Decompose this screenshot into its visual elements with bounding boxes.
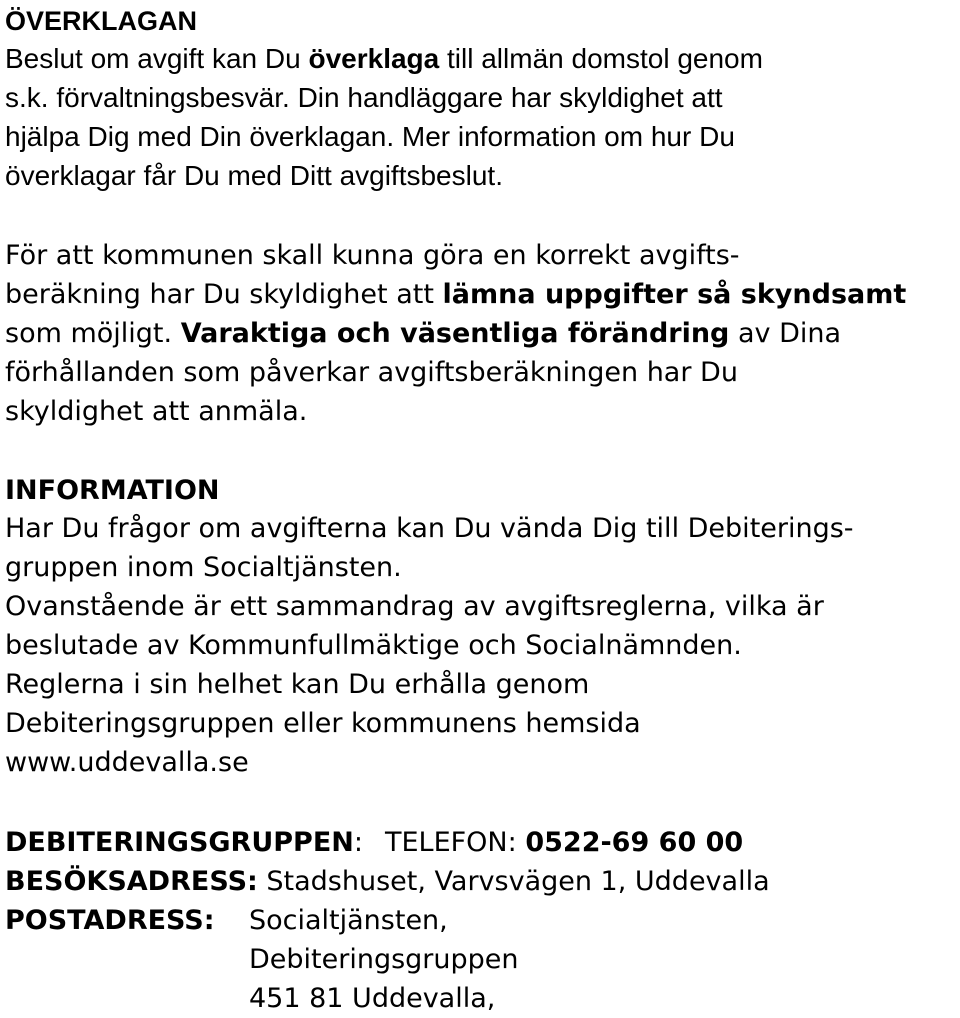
- paragraph-line: Har Du frågor om avgifterna kan Du vända Dig till Debiterings-: [5, 513, 854, 544]
- paragraph-line: gruppen inom Socialtjänsten.: [5, 552, 402, 583]
- post-label: POSTADRESS:: [5, 905, 215, 936]
- paragraph-line: För att kommunen skall kunna göra en korrekt avgifts-: [5, 240, 740, 271]
- post-address-line-2: Debiteringsgruppen: [249, 944, 519, 975]
- paragraph-line: hjälpa Dig med Din överklagan. Mer information om hur Du: [5, 121, 735, 152]
- paragraph-line: Ovanstående är ett sammandrag av avgiftsreglerna, vilka är: [5, 591, 824, 622]
- paragraph-line: Reglerna i sin helhet kan Du erhålla genom: [5, 669, 590, 700]
- visit-value: Stadshuset, Varvsvägen 1, Uddevalla: [257, 866, 770, 897]
- website-link[interactable]: www.uddevalla.se: [5, 747, 249, 778]
- post-address-line-1: Socialtjänsten,: [249, 905, 448, 936]
- paragraph-line: Beslut om avgift kan Du överklaga till allmän domstol genom: [5, 43, 763, 74]
- visit-label: BESÖKSADRESS:: [5, 866, 258, 897]
- paragraph-line: överklagar får Du med Ditt avgiftsbeslut.: [5, 160, 503, 191]
- contact-visit-line: [5, 863, 770, 901]
- contact-post-line: [5, 902, 448, 940]
- phone-label: TELEFON:: [385, 827, 526, 858]
- paragraph-line: förhållanden som påverkar avgiftsberäkningen har Du: [5, 357, 738, 388]
- paragraph-line: beräkning har Du skyldighet att lämna uppgifter så skyndsamt: [5, 279, 907, 310]
- paragraph-line: s.k. förvaltningsbesvär. Din handläggare har skyldighet att: [5, 82, 723, 113]
- phone-group: [385, 824, 743, 862]
- post-address-line-3: 451 81 Uddevalla,: [249, 983, 496, 1014]
- heading-overklagan: ÖVERKLAGAN: [5, 6, 198, 36]
- bold-text: Varaktiga och väsentliga förändring: [180, 318, 730, 349]
- heading-information: INFORMATION: [5, 475, 220, 506]
- phone-value[interactable]: 0522-69 60 00: [525, 827, 744, 858]
- group-colon: :: [353, 827, 363, 858]
- paragraph-line: beslutade av Kommunfullmäktige och Socialnämnden.: [5, 630, 742, 661]
- paragraph-line: som möjligt. Varaktiga och väsentliga förändring av Dina: [5, 318, 842, 349]
- group-label: DEBITERINGSGRUPPEN: [5, 827, 354, 858]
- contact-phone-line: [5, 824, 744, 862]
- bold-text: lämna uppgifter så skyndsamt: [442, 279, 907, 310]
- paragraph-line: Debiteringsgruppen eller kommunens hemsida: [5, 708, 641, 739]
- bold-text: överklaga: [308, 43, 440, 74]
- paragraph-line: skyldighet att anmäla.: [5, 396, 308, 427]
